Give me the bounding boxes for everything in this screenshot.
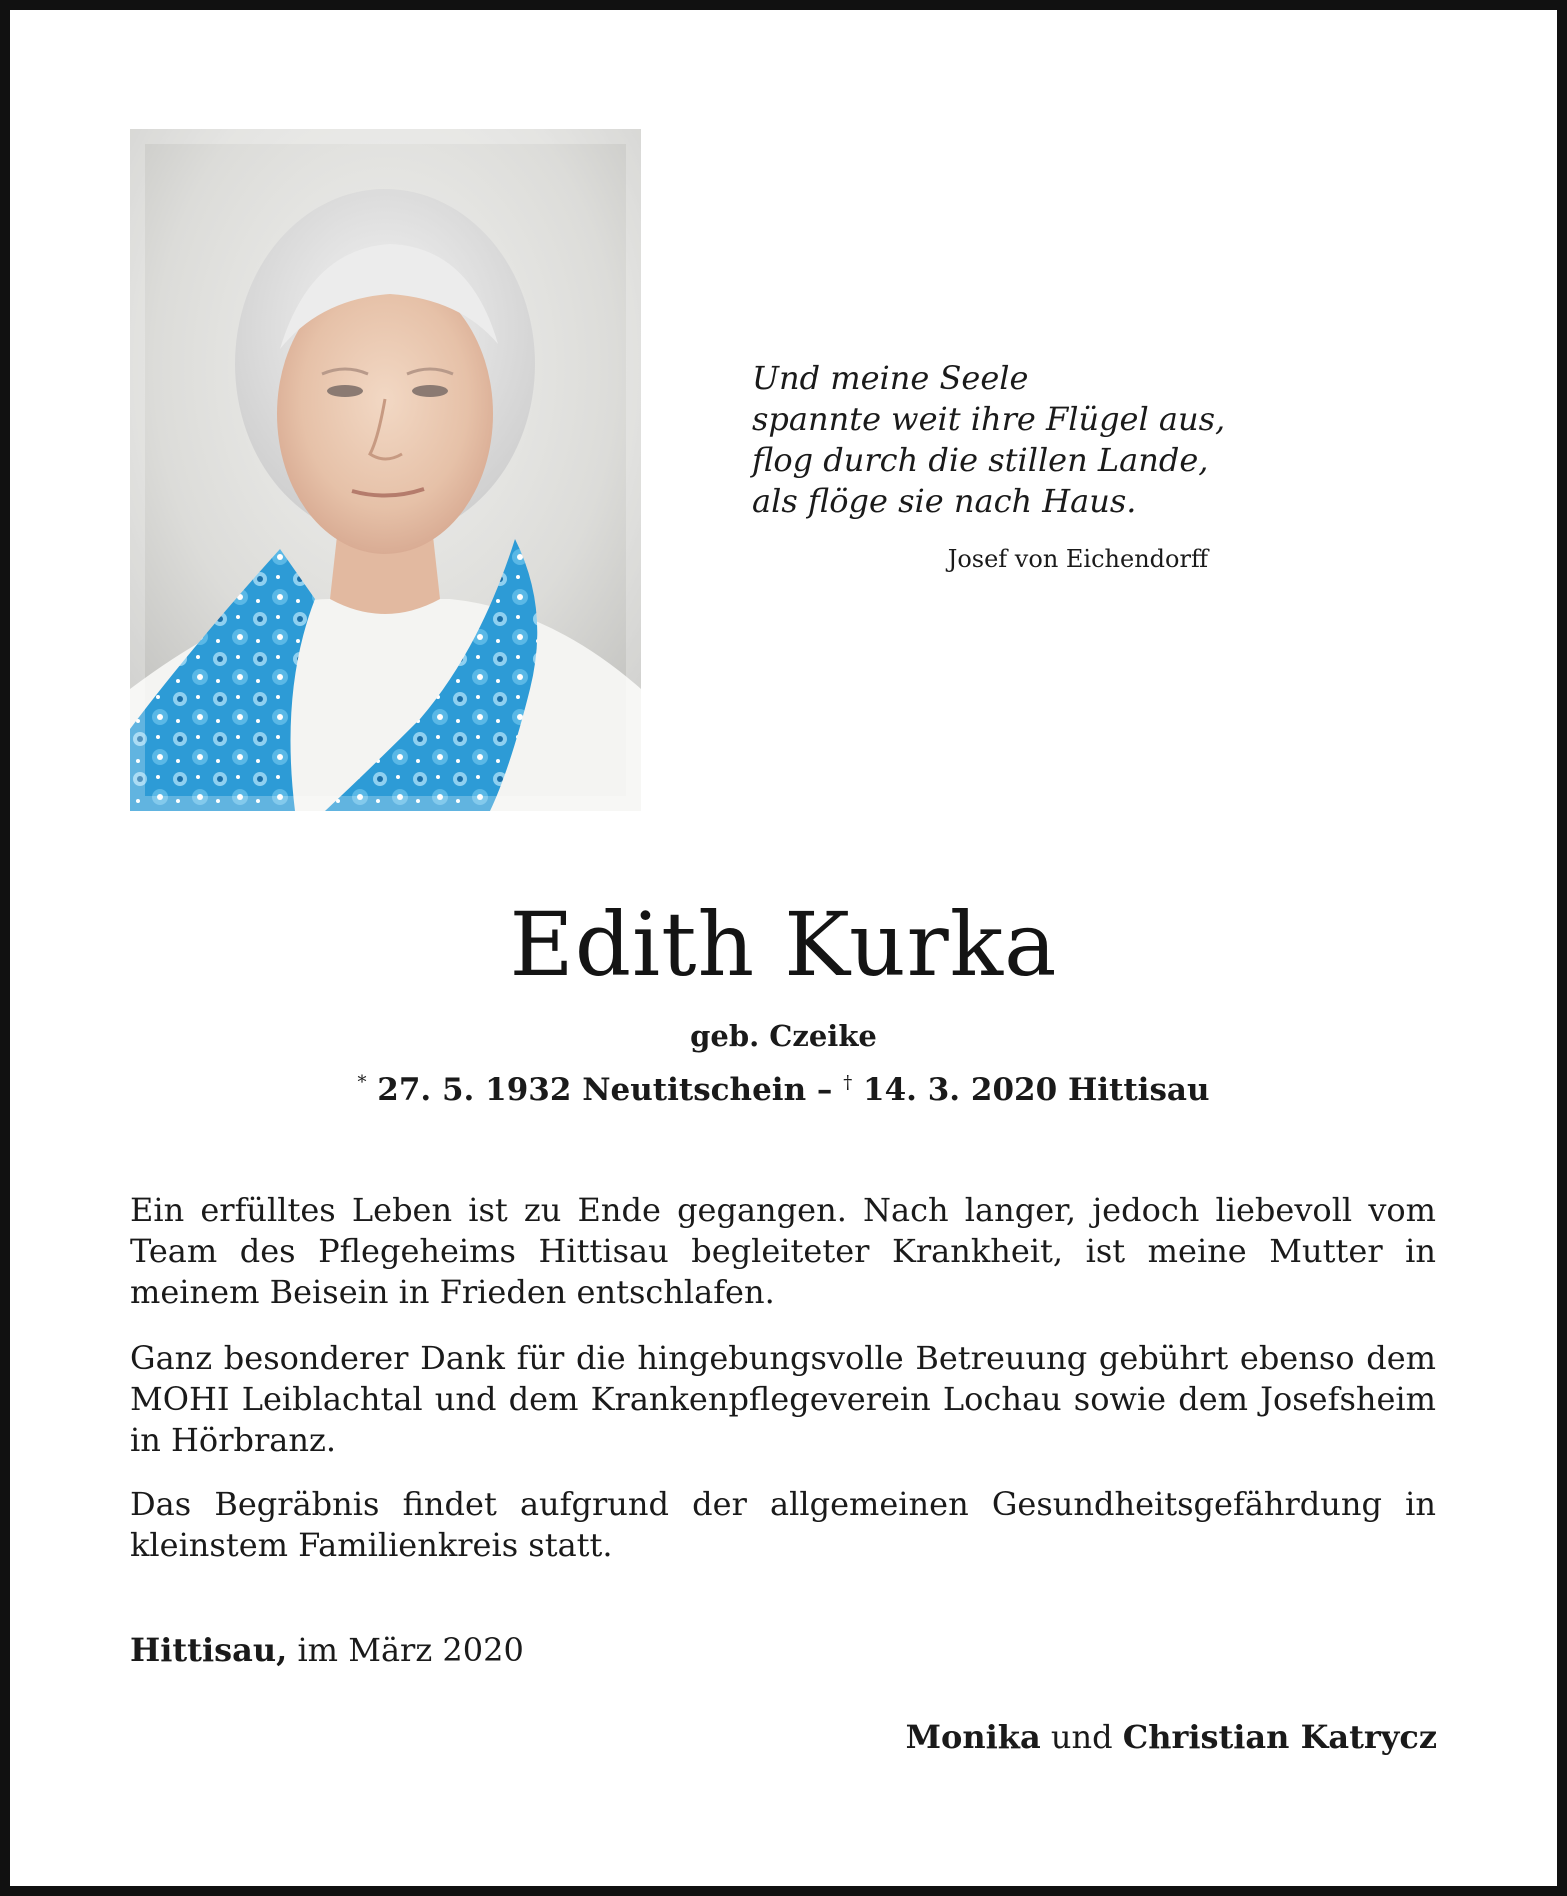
portrait-photo: [130, 129, 641, 811]
maiden-name: geb. Czeike: [690, 1019, 877, 1053]
paragraph: Das Begräbnis findet aufgrund der allgemeinen Gesundheitsgefährdung in kleinstem Familienkreis statt.: [130, 1485, 1436, 1564]
deceased-name: Edith Kurka: [509, 893, 1058, 996]
date-separator: –: [806, 1072, 844, 1108]
quote-line: Und meine Seele: [752, 359, 1029, 397]
quote-line: spannte weit ihre Flügel aus,: [752, 400, 1226, 438]
death-date-place: 14. 3. 2020 Hittisau: [863, 1072, 1210, 1108]
death-symbol: †: [843, 1072, 853, 1093]
place-date: [130, 1630, 524, 1670]
quote-line: als flöge sie nach Haus.: [752, 482, 1137, 520]
quote-author: Josef von Eichendorff: [947, 545, 1208, 573]
paragraph: Ganz besonderer Dank für die hingebungsvolle Betreuung gebührt ebenso dem MOHI Leiblachtal und dem Krankenpflegeverein Lochau sowie dem Josefsheim in Hörbranz.: [130, 1339, 1436, 1459]
signer-conjunction: und: [1040, 1718, 1123, 1756]
quote-line: flog durch die stillen Lande,: [752, 441, 1209, 479]
life-dates: [0, 1063, 1567, 1110]
quote-block: [752, 358, 1232, 522]
signer-name: Christian Katrycz: [1122, 1718, 1437, 1756]
birth-symbol: *: [357, 1072, 367, 1093]
signature: [906, 1717, 1437, 1757]
signer-name: Monika: [905, 1718, 1041, 1756]
date: im März 2020: [287, 1631, 524, 1669]
paragraph: Ein erfülltes Leben ist zu Ende gegangen. Nach langer, jedoch liebevoll vom Team des Pflegeheims Hittisau begleiteter Krankheit, ist meine Mutter in meinem Beisein in Frieden entschlafen.: [130, 1191, 1436, 1311]
birth-date-place: 27. 5. 1932 Neutitschein: [377, 1072, 807, 1108]
place: Hittisau,: [130, 1631, 288, 1669]
